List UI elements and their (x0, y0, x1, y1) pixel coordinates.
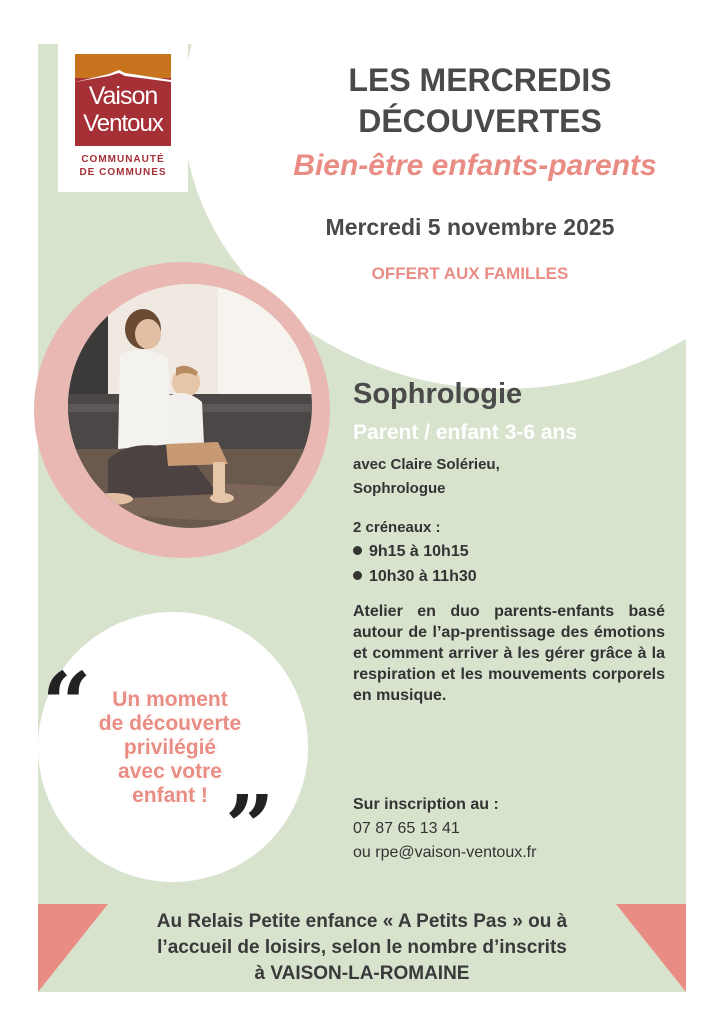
quote-line: enfant ! (132, 784, 208, 807)
activity-title: Sophrologie (353, 378, 523, 410)
page-subtitle: Bien-être enfants-parents (293, 149, 657, 182)
slots-title: 2 créneaux : (353, 519, 441, 536)
quote-line: Un moment (112, 688, 228, 711)
logo-text-ventoux: Ventoux (83, 110, 163, 137)
activity-host-line1: avec Claire Solérieu, (353, 456, 500, 473)
activity-audience: Parent / enfant 3-6 ans (353, 421, 578, 444)
mountain-icon (75, 68, 171, 82)
event-date: Mercredi 5 novembre 2025 (325, 214, 615, 240)
close-quote-icon: ” (225, 777, 275, 878)
footer-line3: à VAISON-LA-ROMAINE (254, 963, 470, 984)
logo-text-vaison: Vaison (88, 82, 158, 110)
time-slot-label: 9h15 à 10h15 (369, 543, 469, 560)
mother-child-photo (68, 284, 312, 528)
activity-host-line2: Sophrologue (353, 480, 446, 497)
bullet-icon (353, 546, 362, 555)
time-slot (353, 541, 469, 563)
registration-label: Sur inscription au : (353, 796, 499, 813)
footer-right-triangle (616, 904, 686, 992)
page-title-line1: LES MERCREDIS (348, 62, 612, 98)
contact-email: ou rpe@vaison-ventoux.fr (353, 844, 537, 861)
footer-line2: l’accueil de loisirs, selon le nombre d’inscrits (157, 937, 567, 958)
footer-left-triangle (38, 904, 108, 992)
logo (58, 44, 188, 192)
logo-community-line2: DE COMMUNES (79, 167, 167, 178)
quote-line: avec votre (118, 760, 222, 783)
quote-line: de découverte (98, 712, 242, 735)
page-title-line2: DÉCOUVERTES (358, 103, 602, 139)
quote-line: privilégié (123, 736, 217, 759)
contact-phone: 07 87 65 13 41 (353, 820, 460, 837)
logo-community-line1: COMMUNAUTÉ (81, 154, 165, 165)
footer-line1: Au Relais Petite enfance « A Petits Pas » ou à (156, 911, 568, 932)
time-slot (353, 566, 477, 588)
open-quote-icon: “ (42, 654, 92, 755)
bullet-icon (353, 571, 362, 580)
offer-label: OFFERT AUX FAMILLES (371, 264, 569, 283)
time-slot-label: 10h30 à 11h30 (369, 568, 477, 585)
activity-description: Atelier en duo parents-enfants basé autour de l’ap-prentissage des émotions et comment arriver à les gérer grâce à la respiration et les mouvements corporels en musique. (353, 603, 665, 704)
